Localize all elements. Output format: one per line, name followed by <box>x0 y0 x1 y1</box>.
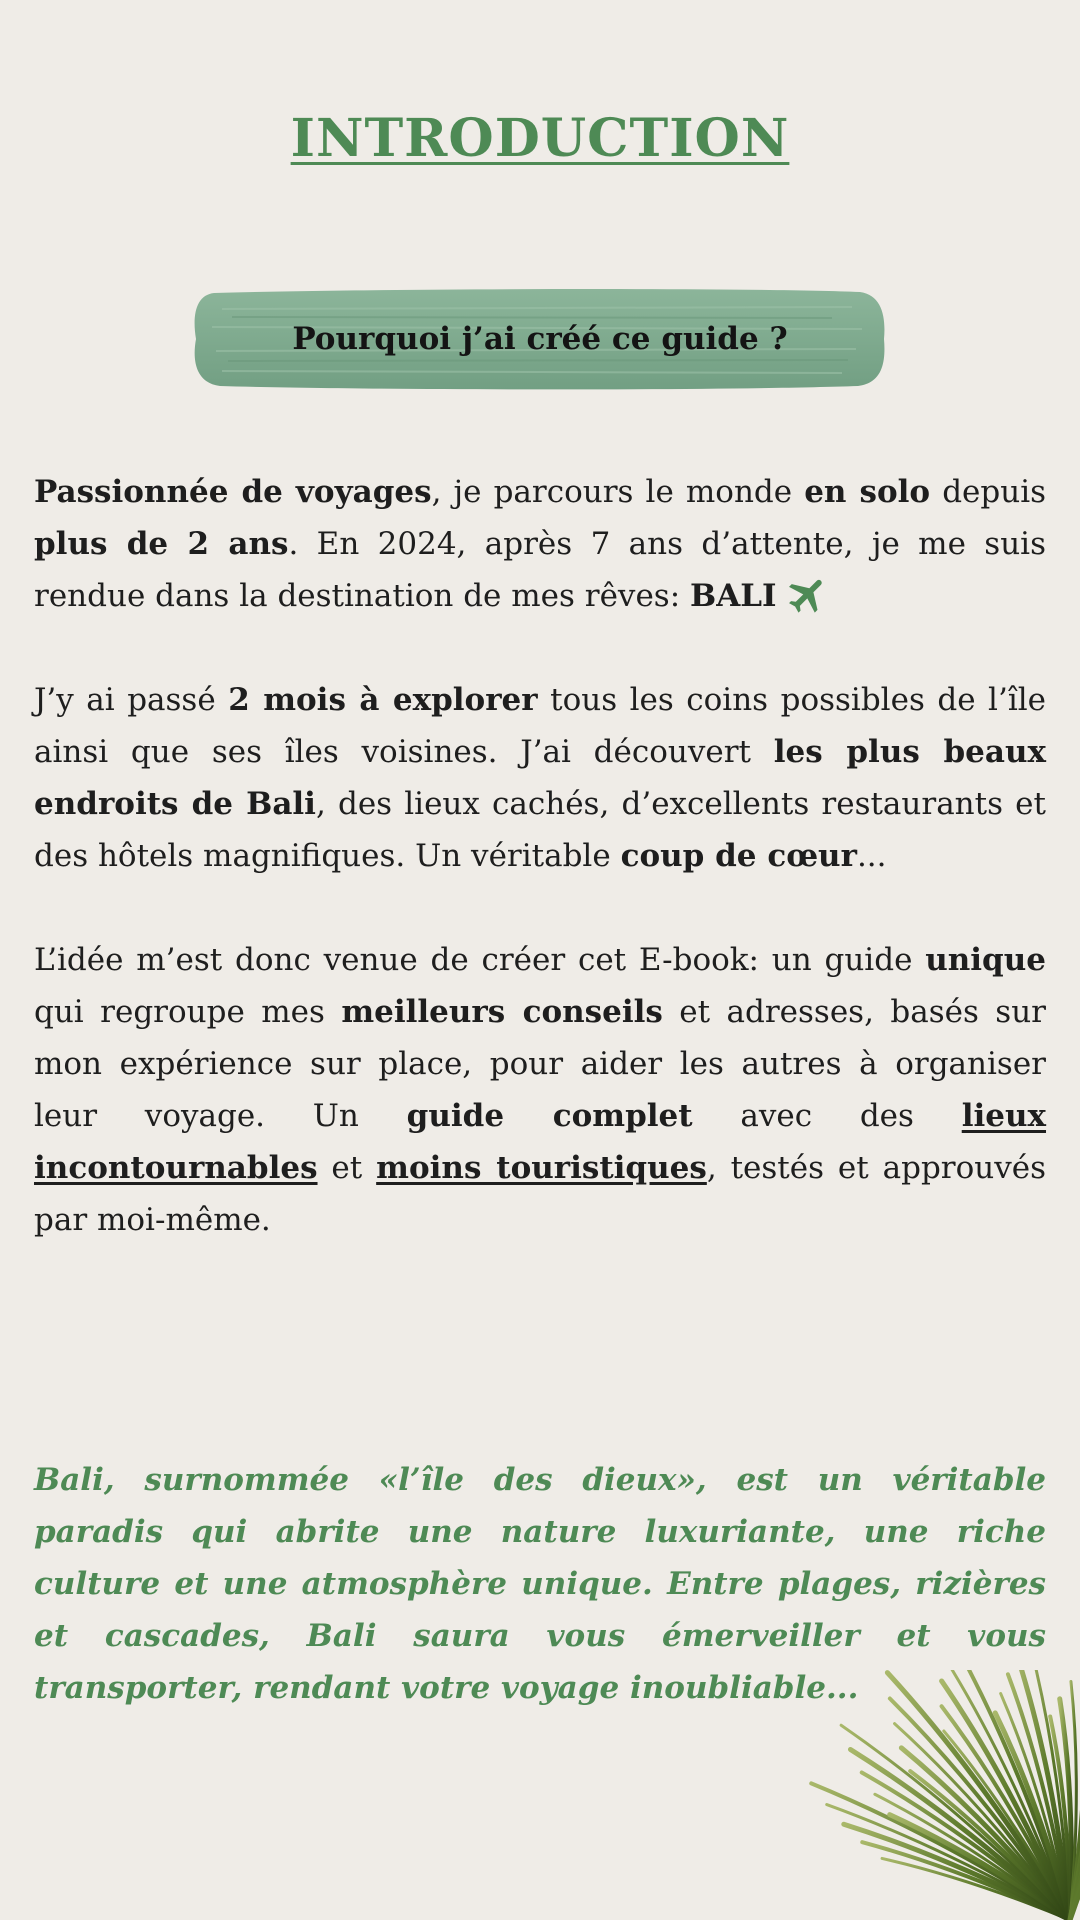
palm-leaf-decoration <box>710 1670 1080 1920</box>
bali-quote: Bali, surnommée «l’île des dieux», est un véritable paradis qui abrite une nature luxuriante, une riche culture et une atmosphère unique. Entre plages, rizières et cascades, Bali saura vous émerveiller et vous transporter, rendant votre voyage inoubliable... <box>34 1462 1046 1706</box>
bold-text: BALI <box>690 578 777 614</box>
text-run: avec des <box>692 1098 962 1134</box>
airplane-icon <box>785 572 831 618</box>
bold-text: unique <box>925 942 1046 978</box>
page-title: INTRODUCTION <box>290 108 790 169</box>
paragraph-1 <box>34 466 1046 622</box>
underlined-bold-text: lieux incontournables <box>34 1098 1047 1186</box>
text-run: ... <box>856 838 887 874</box>
text-run: L’idée m’est donc venue de créer cet E-book: un guide <box>34 942 926 978</box>
text-run: tous les coins possibles de l’île ainsi que ses îles voisines. J’ai découvert <box>34 682 1046 770</box>
bold-text: Passionnée de voyages <box>34 474 432 510</box>
text-run: . En 2024, après 7 ans d’attente, je me suis rendue dans la destination de mes rêves: <box>34 526 1046 614</box>
text-run: , testés et approuvés par moi-même. <box>34 1150 1047 1238</box>
bold-text: coup de cœur <box>620 838 857 874</box>
bold-text: les plus beaux endroits de Bali <box>34 734 1046 822</box>
section-banner <box>192 287 888 391</box>
text-run: et <box>317 1150 377 1186</box>
text-run: qui regroupe mes <box>34 994 342 1030</box>
bold-text: plus de 2 ans <box>34 526 289 562</box>
bold-text: 2 mois à explorer <box>228 682 538 718</box>
text-run: depuis <box>930 474 1047 510</box>
text-run: , des lieux cachés, d’excellents restaurants et des hôtels magnifiques. Un véritable <box>34 786 1046 874</box>
intro-body <box>34 466 1046 1298</box>
bold-text: meilleurs conseils <box>341 994 663 1030</box>
text-run: et adresses, basés sur mon expérience sur place, pour aider les autres à organiser leur voyage. Un <box>34 994 1046 1134</box>
bold-text: en solo <box>804 474 931 510</box>
text-run: , je parcours le monde <box>431 474 805 510</box>
bold-text: guide complet <box>406 1098 693 1134</box>
paragraph-2 <box>34 674 1046 882</box>
banner-heading: Pourquoi j’ai créé ce guide ? <box>292 321 788 357</box>
underlined-bold-text: moins touristiques <box>376 1150 707 1186</box>
text-run: J’y ai passé <box>34 682 229 718</box>
paragraph-3 <box>34 934 1046 1246</box>
